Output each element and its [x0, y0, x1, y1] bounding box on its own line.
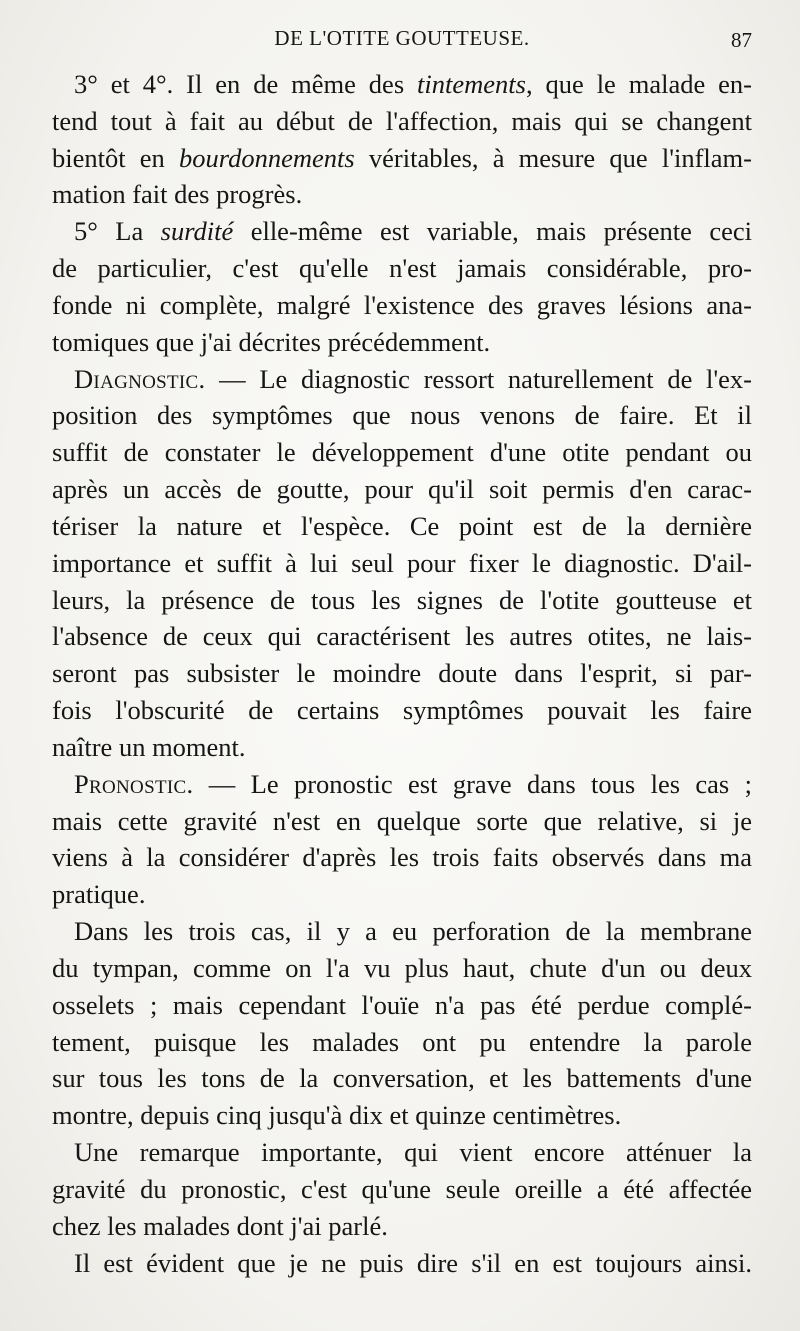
running-title: DE L'OTITE GOUTTEUSE.	[274, 26, 530, 50]
text-line: chez les malades dont j'ai parlé.	[52, 1210, 388, 1241]
text-line: Diagnostic. — Le diagnostic ressort naturellement de l'ex-	[74, 363, 752, 394]
text-line: mation fait des progrès.	[52, 179, 303, 210]
text-line: importance et suffit à lui seul pour fixer le diagnostic. D'ail-	[52, 547, 752, 578]
section-heading-diagnostic: Diagnostic.	[74, 363, 206, 394]
text-line: tend tout à fait au début de l'affection, mais qui se changent	[52, 105, 752, 136]
section-heading-pronostic: Pronostic.	[74, 768, 194, 799]
text-line: Il est évident que je ne puis dire s'il en est toujours ainsi.	[74, 1247, 752, 1278]
text-line: fois l'obscurité de certains symptômes pouvait les faire	[52, 695, 752, 726]
text-line: Une remarque importante, qui vient encore atténuer la	[74, 1137, 752, 1168]
body-text	[52, 66, 752, 1281]
running-head	[52, 26, 752, 56]
text-line: tement, puisque les malades ont pu entendre la parole	[52, 1026, 752, 1057]
text-line: sur tous les tons de la conversation, et les battements d'une	[52, 1063, 752, 1094]
text-line: fonde ni complète, malgré l'existence des graves lésions ana-	[52, 289, 752, 320]
text-line: montre, depuis cinq jusqu'à dix et quinze centimètres.	[52, 1100, 622, 1131]
text-line: bientôt en bourdonnements véritables, à mesure que l'inflam-	[52, 142, 752, 173]
text-line: position des symptômes que nous venons de faire. Et il	[52, 400, 752, 431]
text-line: mais cette gravité n'est en quelque sorte que relative, si je	[52, 805, 752, 836]
text-line: après un accès de goutte, pour qu'il soit permis d'en carac-	[52, 474, 752, 505]
text-line: seront pas subsister le moindre doute dans l'esprit, si par-	[52, 658, 752, 689]
text-line: viens à la considérer d'après les trois faits observés dans ma	[52, 842, 752, 873]
text-line: du tympan, comme on l'a vu plus haut, chute d'un ou deux	[52, 952, 752, 983]
text-line: tériser la nature et l'espèce. Ce point est de la dernière	[52, 510, 752, 541]
text-line: l'absence de ceux qui caractérisent les autres otites, ne lais-	[52, 621, 752, 652]
text-line: osselets ; mais cependant l'ouïe n'a pas été perdue complé-	[52, 989, 752, 1020]
text-line: suffit de constater le développement d'une otite pendant ou	[52, 437, 752, 468]
text-line: pratique.	[52, 879, 146, 910]
text-line: 5° La surdité elle-même est variable, mais présente ceci	[74, 216, 752, 247]
text-line: leurs, la présence de tous les signes de l'otite goutteuse et	[52, 584, 752, 615]
page-number: 87	[731, 28, 752, 52]
text-line: 3° et 4°. Il en de même des tintements, que le malade en-	[74, 69, 752, 99]
text-line: tomiques que j'ai décrites précédemment.	[52, 326, 491, 357]
text-line: Pronostic. — Le pronostic est grave dans tous les cas ;	[74, 768, 752, 799]
text-line: de particulier, c'est qu'elle n'est jamais considérable, pro-	[52, 253, 752, 284]
text-line: naître un moment.	[52, 731, 246, 762]
text-line: Dans les trois cas, il y a eu perforation de la membrane	[74, 916, 752, 947]
text-line: gravité du pronostic, c'est qu'une seule oreille a été affectée	[52, 1173, 752, 1204]
